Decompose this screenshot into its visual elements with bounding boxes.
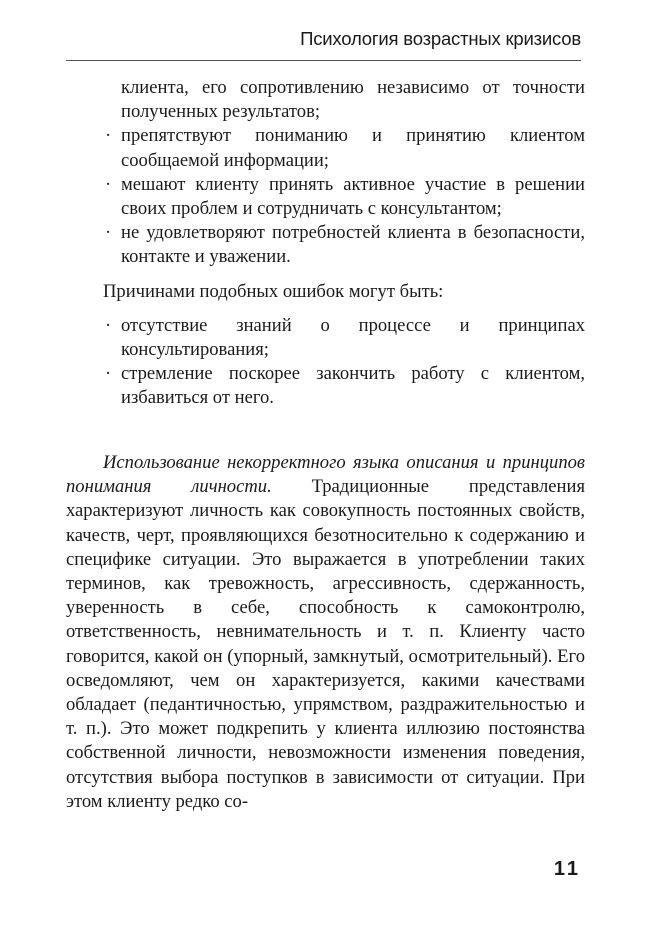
paragraph-text: Традиционные представления характеризуют личность как совокупность постоянных свойств, качеств, черт, проявляющихся безотносительно к содержанию и специфике ситуации. Это выражается в употреблении таких терминов, как тревожность, агрессивность, сдержанность, уверенность в себе, способность к самоконтролю, ответственность, невнимательность и т. п. Клиенту часто говорится, какой он (упорный, замкнутый, осмотрительный). Его осведомляют, чем он характеризуется, какими качествами обладает (педантичностью, упрямством, раздражительностью и т. п.). Это может подкрепить у клиента иллюзию постоянства собственной личности, невозможности изменения поведения, отсутствия выбора поступков в зависимости от ситуации. При этом клиенту редко со- xyxy=(66,476,585,812)
list-item xyxy=(103,314,585,362)
main-paragraph xyxy=(66,451,585,814)
running-header: Психология возрастных кризисов xyxy=(300,28,581,49)
lead-sentence: Причинами подобных ошибок могут быть: xyxy=(103,280,444,302)
body-text xyxy=(103,76,585,411)
bullet-icon: · xyxy=(105,363,112,385)
list-item-text: мешают клиенту принять активное участие в решении своих проблем и сотрудничать с консультантом; xyxy=(121,173,585,220)
bullet-icon: · xyxy=(105,222,112,244)
list-item xyxy=(103,362,585,410)
list-1 xyxy=(103,76,585,270)
page-number: 11 xyxy=(553,858,581,880)
list-item-text: отсутствие знаний о процессе и принципах консультирования; xyxy=(121,314,585,361)
list-item xyxy=(103,173,585,221)
italic-heading: Использование некорректного языка описания и принципов понимания личности. xyxy=(66,452,585,498)
header-rule xyxy=(66,60,581,61)
list-item xyxy=(103,76,585,124)
list-2 xyxy=(103,314,585,411)
list-item-text: стремление поскорее закончить работу с клиентом, избавиться от него. xyxy=(121,363,585,409)
list-item xyxy=(103,124,585,172)
list-item xyxy=(103,221,585,269)
list-item-text: не удовлетворяют потребностей клиента в безопасности, контакте и уважении. xyxy=(121,222,585,268)
bullet-icon: · xyxy=(105,314,112,336)
bullet-icon: · xyxy=(105,173,112,195)
bullet-icon: · xyxy=(105,125,112,147)
list-item-text: препятствуют пониманию и принятию клиентом сообщаемой информации; xyxy=(121,125,585,171)
list-item-text: клиента, его сопротивлению независимо от точности полученных результатов; xyxy=(121,77,585,123)
